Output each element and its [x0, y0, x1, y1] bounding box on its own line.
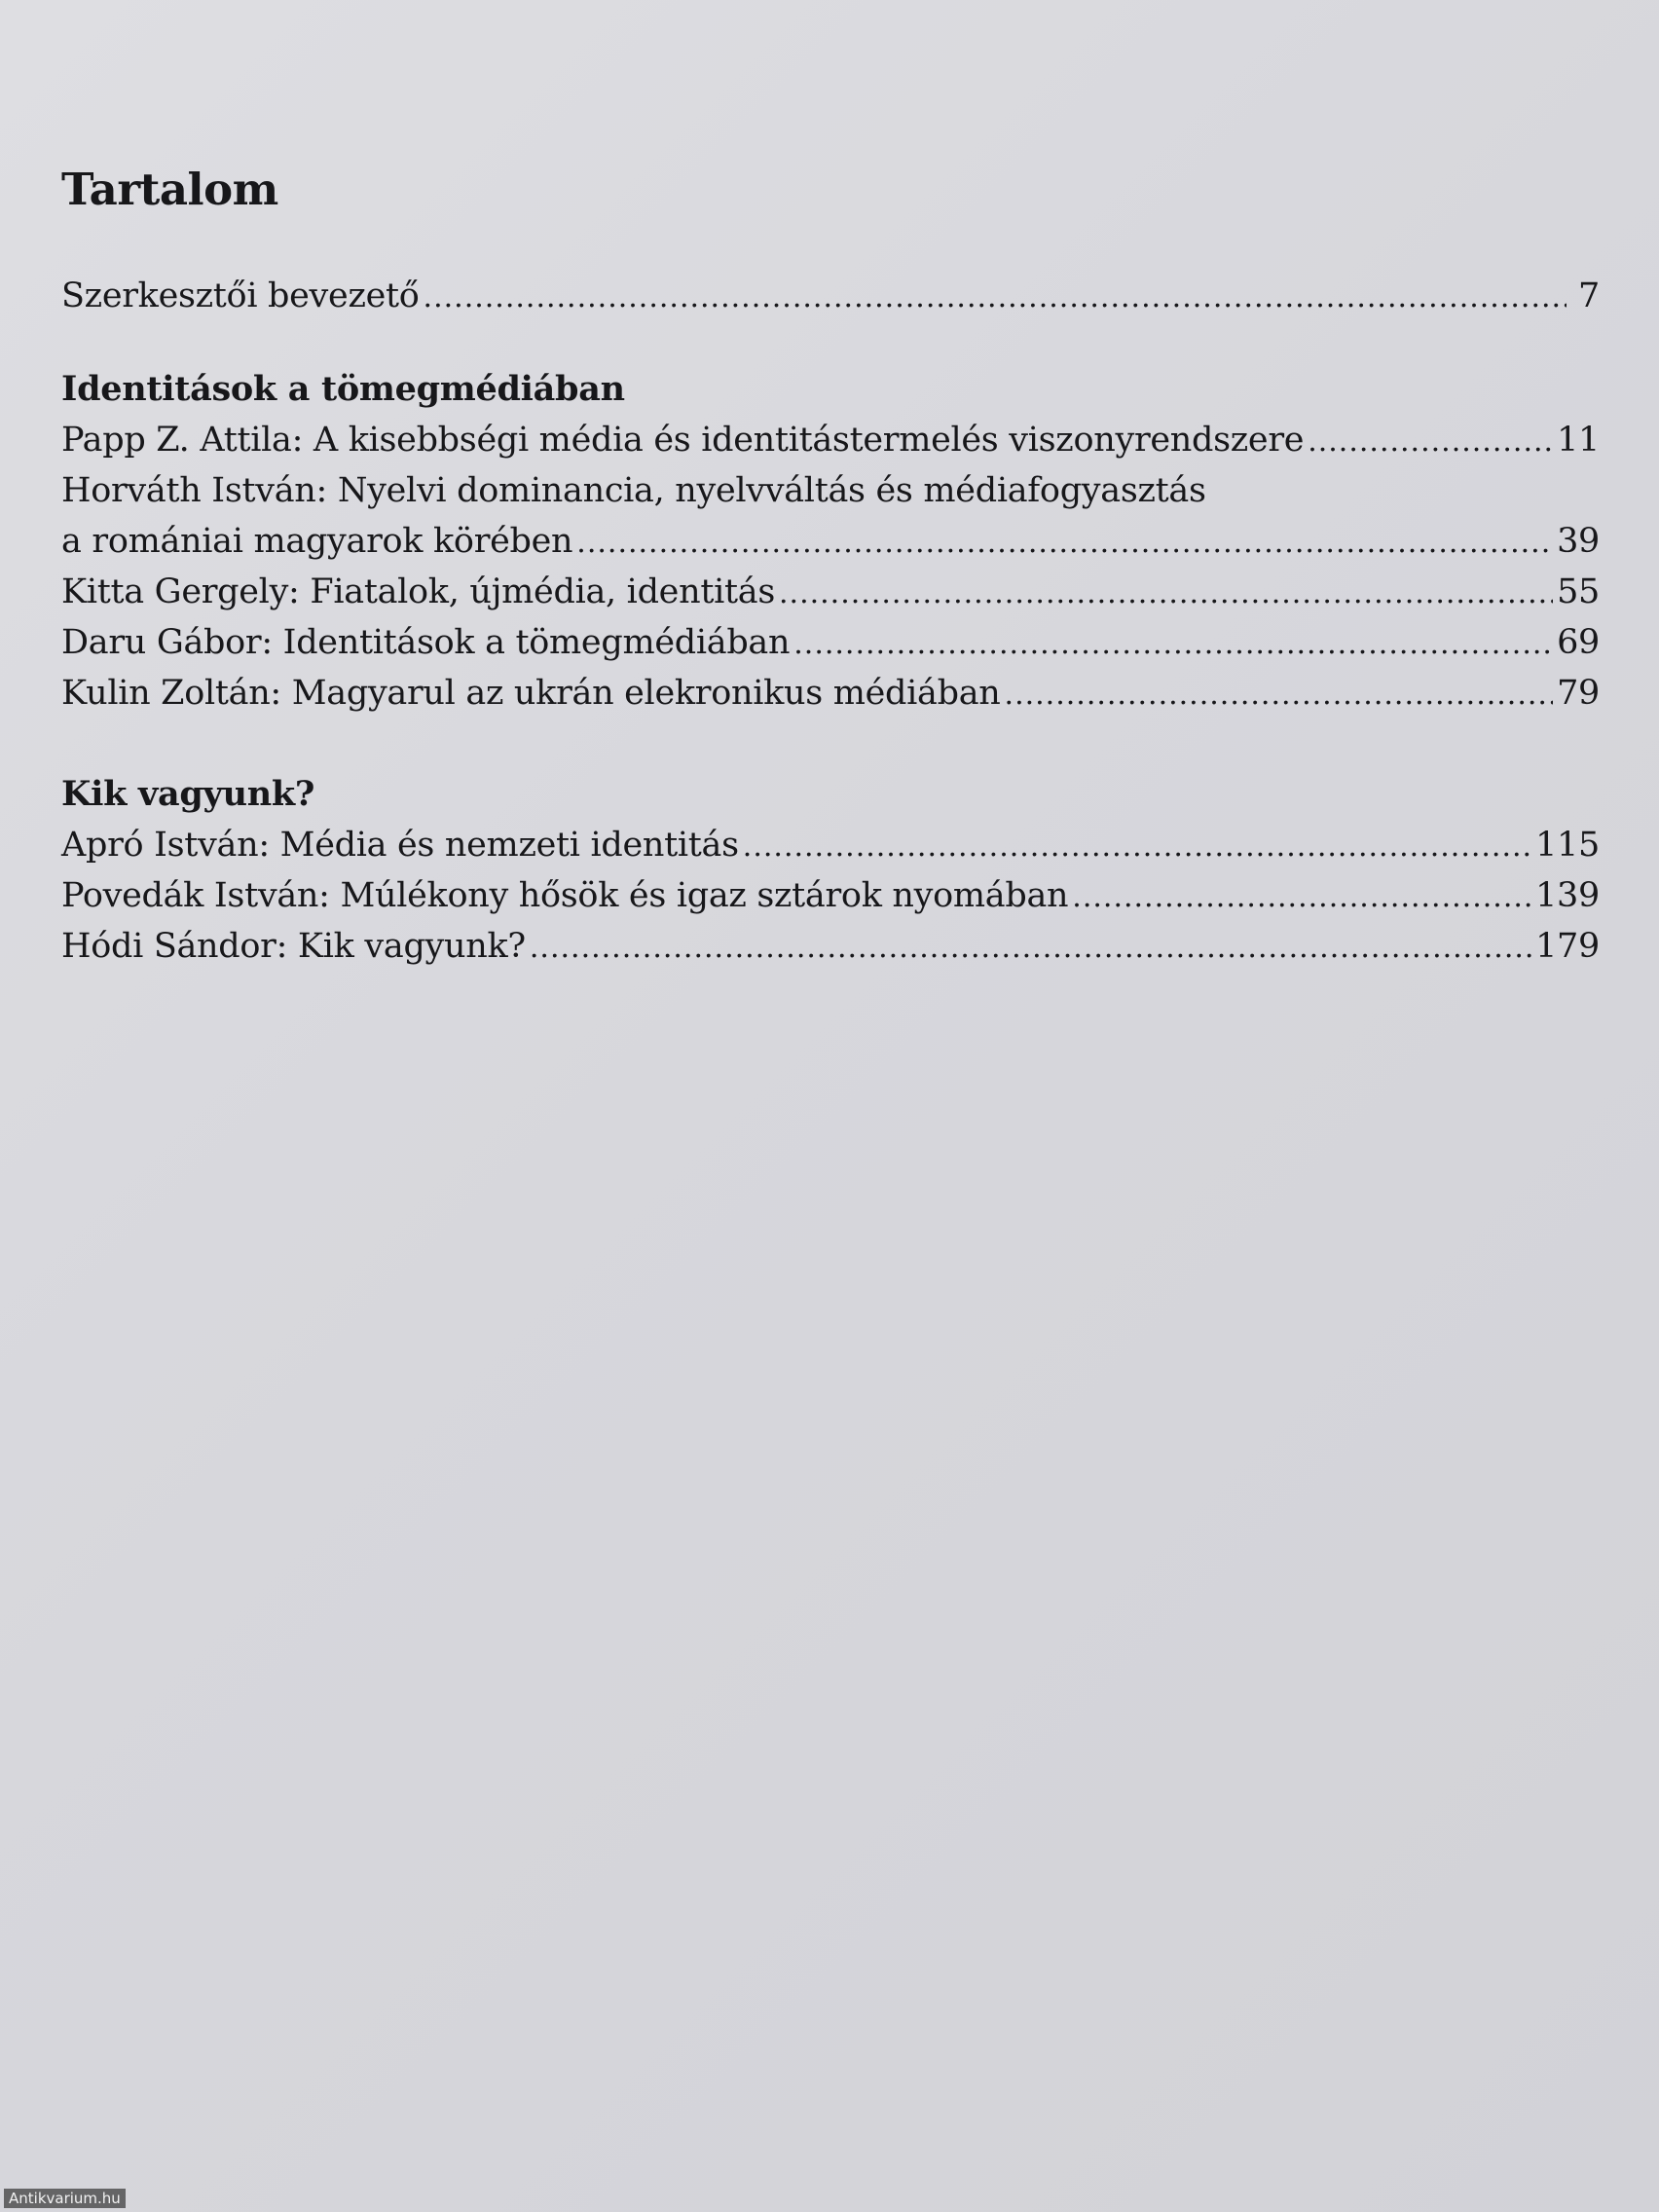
toc-entry — [61, 415, 1600, 465]
table-of-contents — [61, 164, 1600, 972]
toc-entry — [61, 668, 1600, 719]
toc-entry-page: 69 — [1557, 623, 1600, 662]
toc-entry — [61, 870, 1600, 921]
toc-entry-intro — [61, 271, 1600, 321]
site-watermark: Antikvarium.hu — [4, 2189, 126, 2208]
section-heading-identitasok: Identitások a tömegmédiában — [61, 369, 625, 409]
toc-entry — [61, 516, 1600, 567]
toc-entry — [61, 567, 1600, 617]
toc-entry-label-line1: Horváth István: Nyelvi dominancia, nyelvváltás és médiafogyasztás — [61, 471, 1206, 510]
toc-entry-page: 7 — [1578, 276, 1600, 315]
toc-entry — [61, 820, 1600, 870]
dot-leader — [530, 923, 1531, 974]
dot-leader — [779, 569, 1553, 619]
dot-leader — [793, 619, 1553, 670]
toc-entry — [61, 921, 1600, 972]
toc-entry-page: 11 — [1557, 421, 1600, 460]
dot-leader — [743, 822, 1531, 872]
toc-entry-label: Papp Z. Attila: A kisebbségi média és identitástermelés viszonyrendszere — [61, 421, 1305, 460]
dot-leader — [1005, 670, 1554, 720]
toc-title: Tartalom — [61, 164, 278, 215]
toc-entry — [61, 617, 1600, 668]
toc-entry-page: 115 — [1535, 826, 1600, 865]
dot-leader — [424, 273, 1567, 323]
toc-entry-page: 39 — [1557, 522, 1600, 561]
dot-leader — [576, 518, 1553, 569]
toc-entry-page: 139 — [1535, 876, 1600, 915]
toc-entry-page: 179 — [1535, 927, 1600, 966]
toc-entry-label: Daru Gábor: Identitások a tömegmédiában — [61, 623, 791, 662]
toc-entry-label: Szerkesztői bevezető — [61, 276, 420, 315]
dot-leader — [1072, 872, 1531, 923]
dot-leader — [1308, 417, 1553, 467]
toc-entry-page: 79 — [1557, 674, 1600, 713]
section-heading-kik-vagyunk: Kik vagyunk? — [61, 774, 315, 814]
toc-entry-label: Kitta Gergely: Fiatalok, újmédia, identitás — [61, 572, 775, 611]
toc-entry-label: Povedák István: Múlékony hősök és igaz sztárok nyomában — [61, 876, 1069, 915]
toc-entry-label: a romániai magyarok körében — [61, 522, 573, 561]
toc-entry-label: Apró István: Média és nemzeti identitás — [61, 826, 739, 865]
toc-entry-label: Kulin Zoltán: Magyarul az ukrán elekronikus médiában — [61, 674, 1001, 713]
toc-entry-label: Hódi Sándor: Kik vagyunk? — [61, 927, 526, 966]
toc-entry-page: 55 — [1557, 572, 1600, 611]
